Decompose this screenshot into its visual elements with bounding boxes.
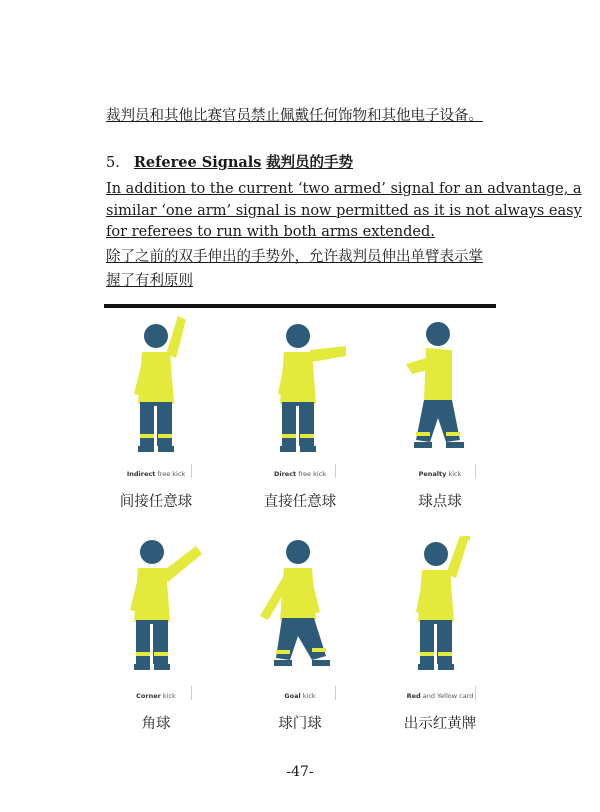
body-line: similar ‘one arm’ signal is now permitted as it is not always easy xyxy=(106,203,582,219)
signal-caption: 角球 xyxy=(141,716,171,732)
signal-red-and-yellow-card xyxy=(380,536,500,732)
signal-tag: Direct free kick xyxy=(273,470,327,478)
signal-indirect-free-kick xyxy=(96,314,216,510)
penalty-kick-icon xyxy=(380,314,500,464)
corner-kick-icon xyxy=(96,536,216,686)
signal-tag: Penalty kick xyxy=(418,470,462,478)
signal-penalty-kick xyxy=(380,314,500,510)
section-title-zh: 裁判员的手势 xyxy=(266,154,354,171)
body-line: for referees to run with both arms extended. xyxy=(106,224,435,240)
direct-free-kick-icon xyxy=(240,314,360,464)
red-and-yellow-card-icon xyxy=(380,536,500,686)
signal-tag: Indirect free kick xyxy=(126,470,186,478)
section-heading xyxy=(106,153,353,173)
signal-caption: 间接任意球 xyxy=(119,494,193,510)
signal-direct-free-kick xyxy=(240,314,360,510)
signal-caption: 直接任意球 xyxy=(263,494,337,510)
body-line: 除了之前的双手伸出的手势外，允许裁判员伸出单臂表示掌 xyxy=(106,249,483,265)
section-number: 5. xyxy=(106,155,120,171)
indirect-free-kick-icon xyxy=(96,314,216,464)
signal-caption: 球点球 xyxy=(418,494,462,510)
body-line: 握了有利原则 xyxy=(106,273,193,289)
page-number: -47- xyxy=(286,764,314,780)
signal-corner-kick xyxy=(96,536,216,732)
intro-line: 裁判员和其他比赛官员禁止佩戴任何饰物和其他电子设备。 xyxy=(106,108,483,124)
goal-kick-icon xyxy=(240,536,360,686)
signal-goal-kick xyxy=(240,536,360,732)
signal-tag: Corner kick xyxy=(136,692,176,700)
signal-caption: 球门球 xyxy=(278,716,322,732)
signal-tag: Goal kick xyxy=(284,692,316,700)
body-line: In addition to the current ‘two armed’ signal for an advantage, a xyxy=(106,181,582,197)
signal-caption: 出示红黄牌 xyxy=(403,716,477,732)
horizontal-rule xyxy=(104,304,496,308)
signal-tag: Red and Yellow card xyxy=(406,692,474,700)
section-title-en: Referee Signals xyxy=(133,154,262,171)
